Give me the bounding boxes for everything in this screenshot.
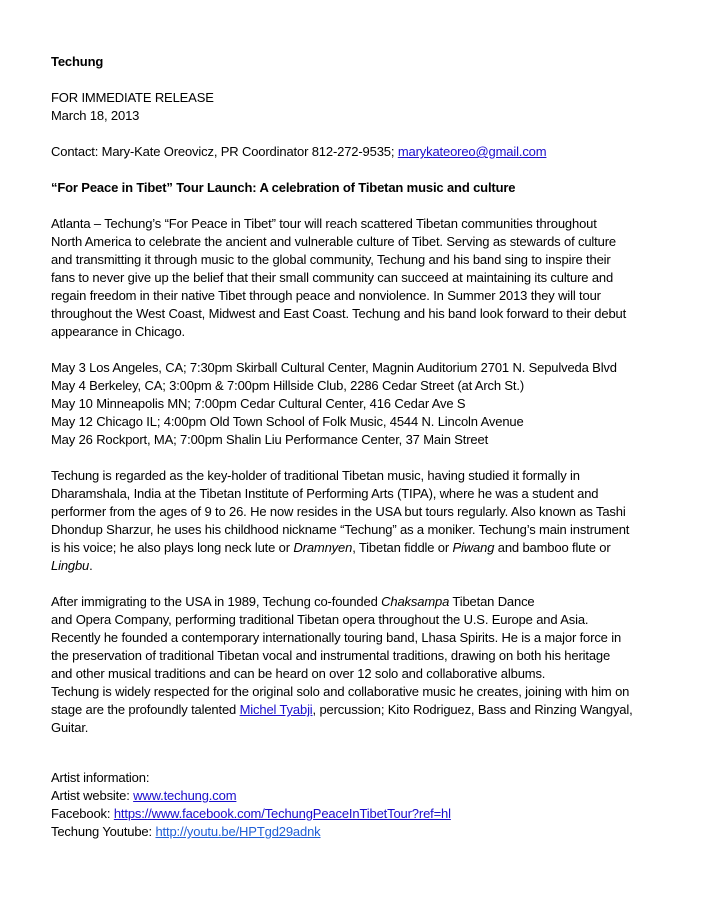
- text-segment: and transmitting it through music to the global community, Techung and his band sing to inspire their: [51, 252, 611, 267]
- text-line: [51, 647, 633, 665]
- hyperlink[interactable]: Michel Tyabji: [239, 702, 313, 717]
- text-segment: Facebook:: [51, 806, 114, 821]
- text-line: [51, 769, 451, 787]
- text-line: [51, 719, 633, 737]
- text-segment: North America to celebrate the ancient and vulnerable culture of Tibet. Serving as stewards of culture: [51, 234, 616, 249]
- text-segment: May 4 Berkeley, CA; 3:00pm & 7:00pm Hillside Club, 2286 Cedar Street (at Arch St.): [51, 378, 525, 393]
- text-segment: Dhondup Sharzur, he uses his childhood nickname “Techung” as a moniker. Techung’s main instrument: [51, 522, 630, 537]
- release-date: March 18, 2013: [51, 108, 140, 123]
- document-title: [51, 53, 103, 71]
- schedule-entry: [51, 431, 617, 449]
- hyperlink[interactable]: https://www.facebook.com/TechungPeaceInTibetTour?ref=hl: [113, 806, 451, 821]
- headline-text: “For Peace in Tibet” Tour Launch: A celebration of Tibetan music and culture: [51, 180, 516, 195]
- schedule-entry: [51, 359, 617, 377]
- title-text: Techung: [51, 54, 104, 69]
- text-segment: stage are the profoundly talented: [51, 702, 240, 717]
- italic-text: Piwang: [452, 540, 495, 555]
- text-segment: fans to never give up the belief that their small community can succeed at maintaining its culture and: [51, 270, 614, 285]
- contact-email-link[interactable]: marykateoreo@gmail.com: [397, 144, 547, 159]
- schedule-entry: [51, 377, 617, 395]
- paragraph-3: [51, 593, 633, 737]
- text-segment: Atlanta – Techung’s “For Peace in Tibet” tour will reach scattered Tibetan communities throughout: [51, 216, 597, 231]
- text-line: [51, 287, 626, 305]
- text-line: [51, 269, 626, 287]
- text-segment: and other musical traditions and can be heard on over 12 solo and collaborative albums.: [51, 666, 546, 681]
- text-segment: , percussion; Kito Rodriguez, Bass and Rinzing Wangyal,: [312, 702, 633, 717]
- text-segment: After immigrating to the USA in 1989, Techung co-founded: [51, 594, 382, 609]
- text-segment: and bamboo flute or: [494, 540, 611, 555]
- text-line: [51, 787, 451, 805]
- text-line: [51, 683, 633, 701]
- text-line: [51, 215, 626, 233]
- text-segment: Recently he founded a contemporary internationally touring band, Lhasa Spirits. He is a major force in: [51, 630, 622, 645]
- italic-text: Lingbu: [51, 558, 90, 573]
- text-line: [51, 557, 629, 575]
- text-line: [51, 805, 451, 823]
- schedule-entry: [51, 395, 617, 413]
- text-segment: Techung is widely respected for the original solo and collaborative music he creates, joining with him on: [51, 684, 630, 699]
- text-line: [51, 521, 629, 539]
- text-segment: Tibetan Dance: [449, 594, 535, 609]
- text-line: [51, 467, 629, 485]
- release-header: [51, 89, 214, 125]
- paragraph-2: [51, 467, 629, 575]
- text-line: [51, 629, 633, 647]
- text-segment: performer from the ages of 9 to 26. He now resides in the USA but tours regularly. Also known as Tashi: [51, 504, 626, 519]
- italic-text: Chaksampa: [381, 594, 450, 609]
- headline: [51, 179, 515, 197]
- text-line: [51, 593, 633, 611]
- text-segment: , Tibetan fiddle or: [352, 540, 453, 555]
- text-line: [51, 233, 626, 251]
- schedule-entry: [51, 413, 617, 431]
- text-line: [51, 305, 626, 323]
- text-segment: Artist website:: [51, 788, 134, 803]
- text-segment: May 12 Chicago IL; 4:00pm Old Town School of Folk Music, 4544 N. Lincoln Avenue: [51, 414, 524, 429]
- release-label: FOR IMMEDIATE RELEASE: [51, 90, 214, 105]
- text-segment: .: [89, 558, 93, 573]
- text-segment: Dharamshala, India at the Tibetan Institute of Performing Arts (TIPA), where he was a student and: [51, 486, 599, 501]
- text-segment: Artist information:: [51, 770, 150, 785]
- text-segment: appearance in Chicago.: [51, 324, 186, 339]
- text-segment: is his voice; he also plays long neck lute or: [51, 540, 294, 555]
- text-segment: the preservation of traditional Tibetan vocal and instrumental traditions, drawing on both his heritage: [51, 648, 611, 663]
- text-segment: May 3 Los Angeles, CA; 7:30pm Skirball Cultural Center, Magnin Auditorium 2701 N. Sepulveda Blvd: [51, 360, 617, 375]
- text-line: [51, 251, 626, 269]
- contact-text: Contact: Mary-Kate Oreovicz, PR Coordinator 812-272-9535;: [51, 144, 398, 159]
- text-segment: Guitar.: [51, 720, 89, 735]
- text-line: [51, 665, 633, 683]
- hyperlink[interactable]: http://youtu.be/HPTgd29adnk: [155, 824, 321, 839]
- text-segment: Techung is regarded as the key-holder of traditional Tibetan music, having studied it formally in: [51, 468, 580, 483]
- text-segment: May 10 Minneapolis MN; 7:00pm Cedar Cultural Center, 416 Cedar Ave S: [51, 396, 466, 411]
- italic-text: Dramnyen: [293, 540, 353, 555]
- text-segment: throughout the West Coast, Midwest and East Coast. Techung and his band look forward to their debut: [51, 306, 627, 321]
- tour-schedule: [51, 359, 617, 449]
- hyperlink[interactable]: www.techung.com: [133, 788, 237, 803]
- text-segment: regain freedom in their native Tibet through peace and nonviolence. In Summer 2013 they will tour: [51, 288, 601, 303]
- text-line: [51, 323, 626, 341]
- text-line: [51, 503, 629, 521]
- text-line: [51, 701, 633, 719]
- paragraph-1: [51, 215, 626, 341]
- text-line: [51, 485, 629, 503]
- text-segment: and Opera Company, performing traditional Tibetan opera throughout the U.S. Europe and Asia.: [51, 612, 589, 627]
- artist-information: [51, 769, 451, 841]
- contact-line: [51, 143, 546, 161]
- text-line: [51, 611, 633, 629]
- text-segment: Techung Youtube:: [51, 824, 156, 839]
- text-line: [51, 823, 451, 841]
- text-segment: May 26 Rockport, MA; 7:00pm Shalin Liu Performance Center, 37 Main Street: [51, 432, 489, 447]
- text-line: [51, 539, 629, 557]
